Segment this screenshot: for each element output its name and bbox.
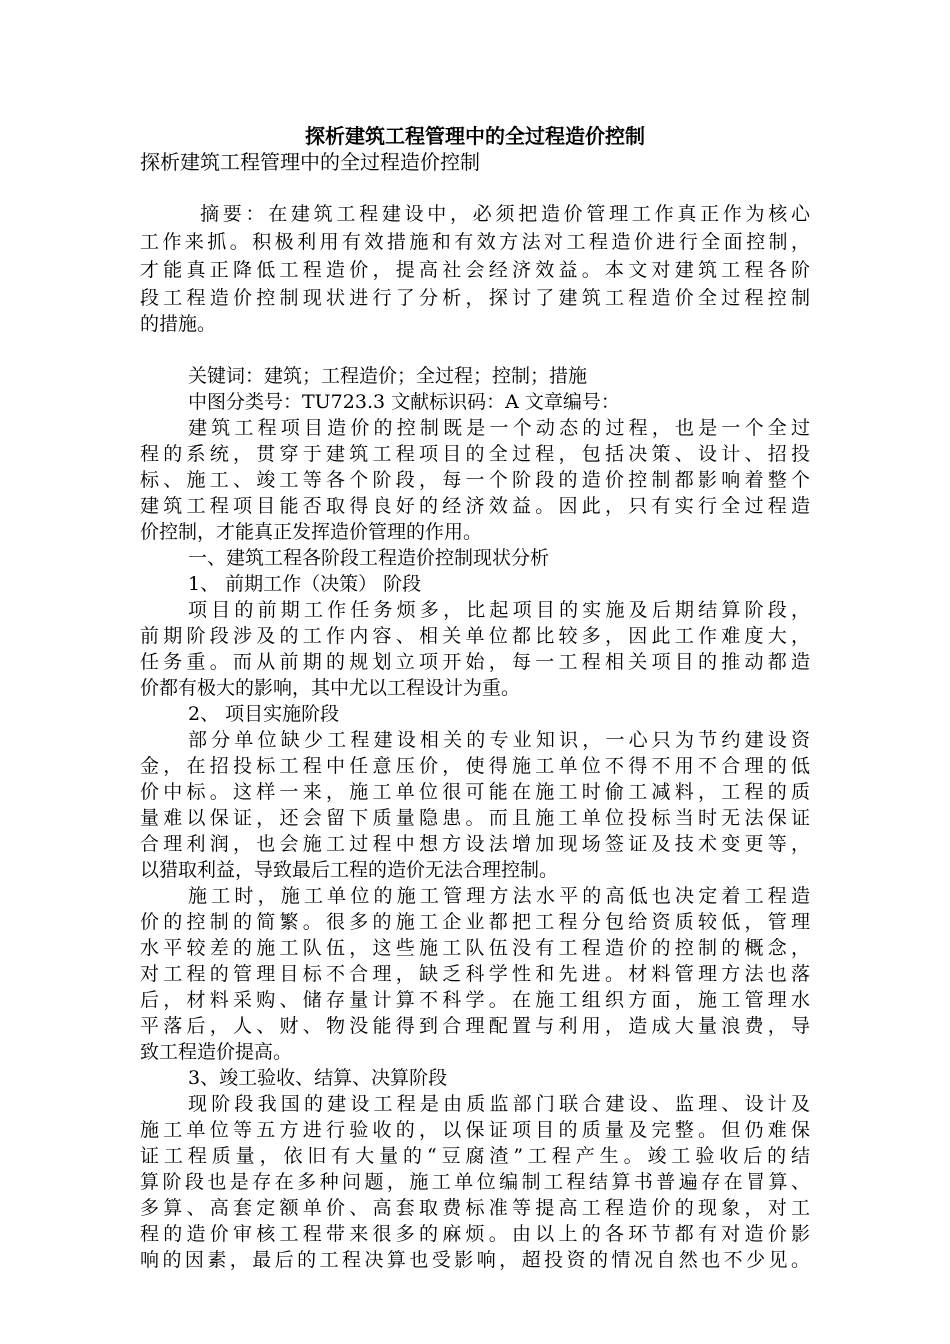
- text-line: 施工单位等五方进行验收的，以保证项目的质量及完整。但仍难保: [140, 1119, 810, 1141]
- text-line: 响的因素，最后的工程决算也受影响，超投资的情况自然也不少见。: [140, 1249, 810, 1271]
- classification-line: 中图分类号：TU723.3 文献标识码：A 文章编号：: [188, 391, 620, 413]
- text-line: 价控制，才能真正发挥造价管理的作用。: [140, 521, 483, 543]
- text-line: 项目的前期工作任务烦多，比起项目的实施及后期结算阶段，: [188, 599, 810, 621]
- text-line: 以猎取利益，导致最后工程的造价无法合理控制。: [140, 859, 559, 881]
- text-line: 工作来抓。积极利用有效措施和有效方法对工程造价进行全面控制，: [140, 231, 810, 253]
- subsection-heading: 2、 项目实施阶段: [188, 703, 340, 725]
- text-line: 摘要：在建筑工程建设中，必须把造价管理工作真正作为核心: [200, 203, 810, 225]
- text-line: 价的控制的简繁。很多的施工企业都把工程分包给资质较低，管理: [140, 911, 810, 933]
- text-line: 致工程造价提高。: [140, 1041, 293, 1063]
- subsection-heading: 3、竣工验收、结算、决算阶段: [188, 1067, 448, 1089]
- text-line: 价中标。这样一来，施工单位很可能在施工时偷工减料，工程的质: [140, 781, 810, 803]
- text-line: 水平较差的施工队伍，这些施工队伍没有工程造价的控制的概念，: [140, 937, 810, 959]
- text-line: 标、施工、竣工等各个阶段，每一个阶段的造价控制都影响着整个: [140, 469, 810, 491]
- text-line: 量难以保证，还会留下质量隐患。而且施工单位投标当时无法保证: [140, 807, 810, 829]
- text-line: 的措施。: [140, 313, 217, 335]
- text-line: 平落后，人、财、物没能得到合理配置与利用，造成大量浪费，导: [140, 1015, 810, 1037]
- keywords-line: 关键词：建筑；工程造价；全过程；控制；措施: [188, 365, 588, 387]
- text-line: 程的造价审核工程带来很多的麻烦。由以上的各环节都有对造价影: [140, 1223, 810, 1245]
- document-subtitle: 探析建筑工程管理中的全过程造价控制: [140, 150, 480, 174]
- text-line: 对工程的管理目标不合理，缺乏科学性和先进。材料管理方法也落: [140, 963, 810, 985]
- subsection-heading: 1、 前期工作（决策） 阶段: [188, 573, 422, 595]
- text-line: 后，材料采购、储存量计算不科学。在施工组织方面，施工管理水: [140, 989, 810, 1011]
- text-line: 才能真正降低工程造价，提高社会经济效益。本文对建筑工程各阶: [140, 259, 810, 281]
- text-line: 金，在招投标工程中任意压价，使得施工单位不得不用不合理的低: [140, 755, 810, 777]
- text-line: 算阶段也是存在多种问题，施工单位编制工程结算书普遍存在冒算、: [140, 1171, 810, 1193]
- text-line: 多算、高套定额单价、高套取费标准等提高工程造价的现象，对工: [140, 1197, 810, 1219]
- section-heading: 一、建筑工程各阶段工程造价控制现状分析: [188, 547, 550, 569]
- text-line: 合理利润，也会施工过程中想方设法增加现场签证及技术变更等，: [140, 833, 810, 855]
- text-line: 部分单位缺少工程建设相关的专业知识，一心只为节约建设资: [188, 729, 810, 751]
- document-title: 探析建筑工程管理中的全过程造价控制: [305, 124, 645, 148]
- text-line: 现阶段我国的建设工程是由质监部门联合建设、监理、设计及: [188, 1093, 810, 1115]
- text-line: 建筑工程项目造价的控制既是一个动态的过程，也是一个全过: [188, 417, 810, 439]
- text-line: 段工程造价控制现状进行了分析，探讨了建筑工程造价全过程控制: [140, 287, 810, 309]
- document-page: [140, 0, 810, 1344]
- text-line: 程的系统，贯穿于建筑工程项目的全过程，包括决策、设计、招投: [140, 443, 810, 465]
- text-line: 任务重。而从前期的规划立项开始，每一工程相关项目的推动都造: [140, 651, 810, 673]
- text-line: 价都有极大的影响，其中尤以工程设计为重。: [140, 677, 521, 699]
- text-line: 证工程质量，依旧有大量的“豆腐渣”工程产生。竣工验收后的结: [140, 1145, 810, 1167]
- text-line: 前期阶段涉及的工作内容、相关单位都比较多，因此工作难度大，: [140, 625, 810, 647]
- text-line: 施工时，施工单位的施工管理方法水平的高低也决定着工程造: [188, 885, 810, 907]
- text-line: 建筑工程项目能否取得良好的经济效益。因此，只有实行全过程造: [140, 495, 810, 517]
